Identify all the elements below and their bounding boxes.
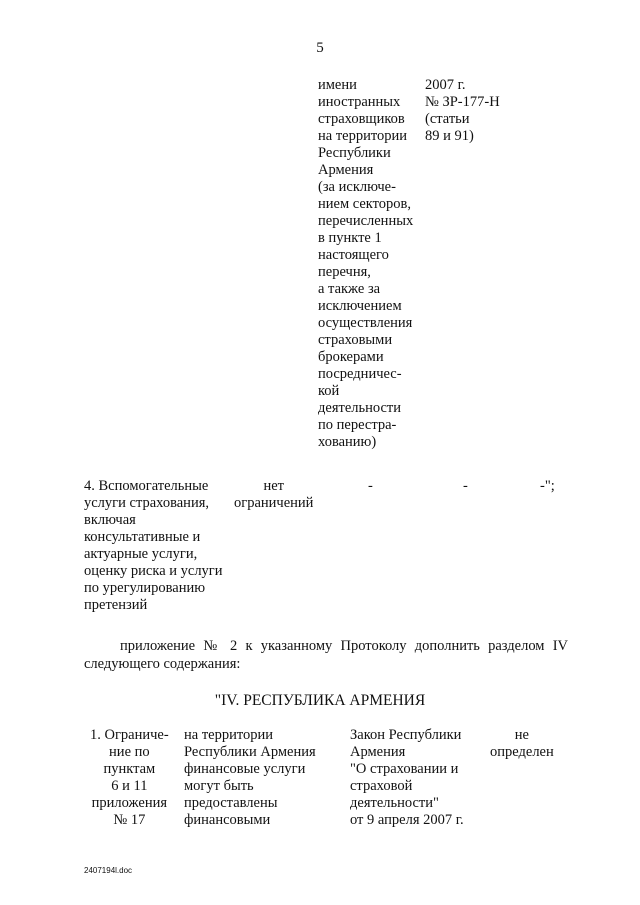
- page-number: 5: [316, 40, 324, 56]
- table-row-4-dash-2: -: [463, 478, 468, 494]
- footer-filename: 2407194l.doc: [84, 866, 133, 875]
- table-row-4-service: 4. Вспомогательные услуги страхования, включая консультативные и актуарные услуги, оценку риска и услуги по урегулированию претензий: [84, 478, 223, 613]
- body-paragraph: приложение № 2 к указанному Протоколу дополнить разделом IV следующего содержания:: [84, 638, 568, 672]
- section-table-law: Закон Республики Армения "О страховании и страховой деятельности" от 9 апреля 2007 г.: [350, 727, 464, 828]
- table-cell-law-reference: 2007 г. № ЗР-177-Н (статьи 89 и 91): [425, 77, 500, 144]
- table-row-4-limitation: нет ограничений: [234, 478, 314, 511]
- section-title: "IV. РЕСПУБЛИКА АРМЕНИЯ: [214, 692, 426, 709]
- table-cell-sector-description: имени иностранных страховщиков на территории Республики Армения (за исключе- нием секторов, перечисленных в пункте 1 настоящего перечня, а также за исключением осуществления страховыми брокерами посредничес- кой деятельности по перестра- хованию): [318, 77, 414, 450]
- section-table-limitation-number: 1. Ограниче- ние по пунктам 6 и 11 приложения № 17: [90, 727, 169, 828]
- section-table-duration: не определен: [490, 727, 554, 760]
- table-row-4-dash-3: -";: [540, 478, 555, 494]
- section-table-measure: на территории Республики Армения финансовые услуги могут быть предоставлены финансовыми: [184, 727, 316, 828]
- table-row-4-dash-1: -: [368, 478, 373, 494]
